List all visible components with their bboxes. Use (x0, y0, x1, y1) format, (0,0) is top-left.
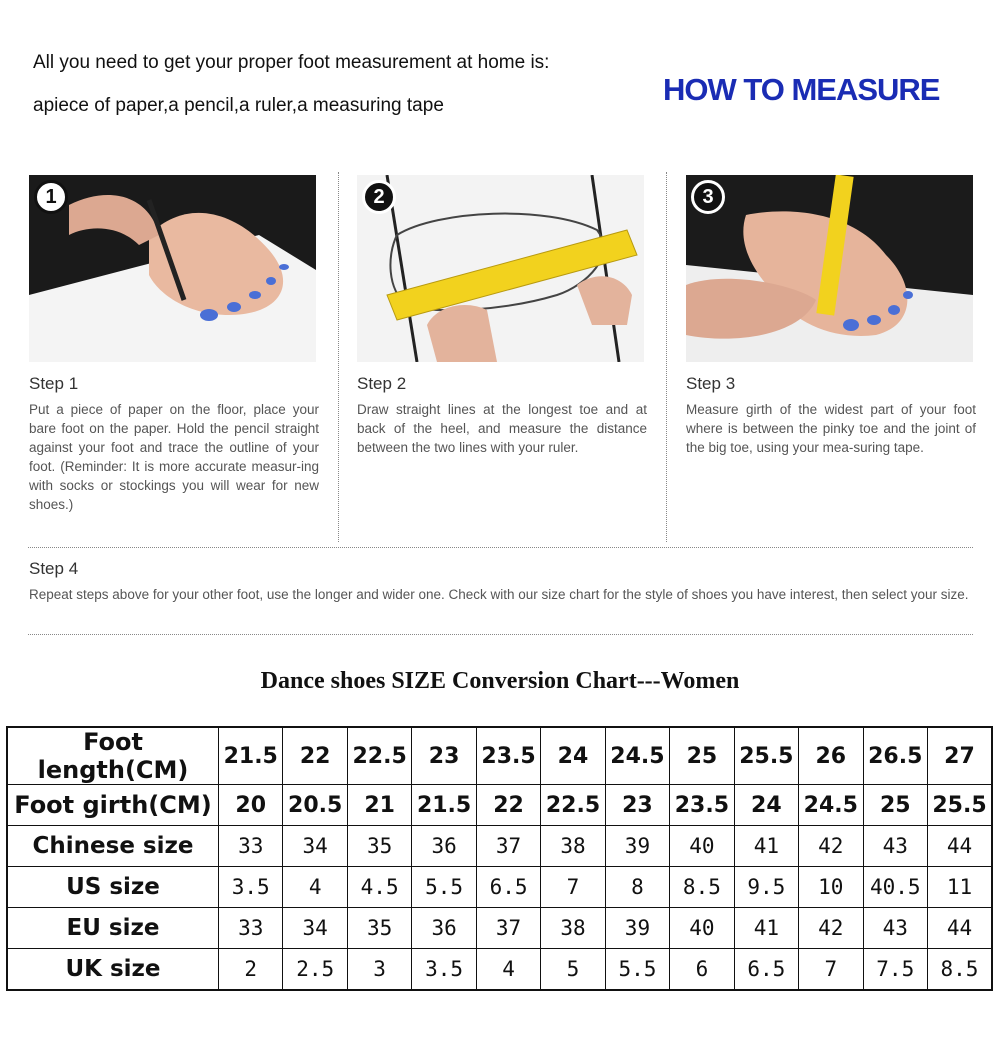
table-cell: 42 (799, 826, 863, 867)
table-cell: 43 (863, 908, 927, 949)
table-cell: 22 (283, 727, 347, 785)
table-cell: 11 (927, 867, 992, 908)
step-3-title: Step 3 (686, 374, 736, 393)
table-cell: 4 (283, 867, 347, 908)
table-cell: 22.5 (347, 727, 411, 785)
table-cell: 36 (412, 908, 476, 949)
table-cell: 4 (476, 949, 540, 991)
table-cell: 40 (670, 908, 734, 949)
table-cell: 7 (541, 867, 605, 908)
table-cell: 25.5 (927, 785, 992, 826)
table-row (7, 785, 992, 826)
row-header: EU size (7, 908, 219, 949)
row-header: UK size (7, 949, 219, 991)
table-cell: 34 (283, 908, 347, 949)
table-cell: 26.5 (863, 727, 927, 785)
step-2-number-badge: 2 (362, 180, 396, 214)
table-cell: 24.5 (799, 785, 863, 826)
table-cell: 21 (347, 785, 411, 826)
table-row (7, 727, 992, 785)
table-row (7, 949, 992, 991)
table-cell: 33 (219, 826, 283, 867)
table-cell: 24 (541, 727, 605, 785)
step-2-text: Draw straight lines at the longest toe and at back of the heel, and measure the distance between the two lines with your ruler. (357, 402, 647, 455)
how-to-measure-heading: HOW TO MEASURE (663, 72, 940, 107)
table-cell: 2 (219, 949, 283, 991)
table-row (7, 867, 992, 908)
table-cell: 38 (541, 908, 605, 949)
table-cell: 44 (927, 908, 992, 949)
step-1-title: Step 1 (29, 374, 79, 393)
table-cell: 8.5 (670, 867, 734, 908)
table-cell: 23.5 (476, 727, 540, 785)
table-cell: 23 (412, 727, 476, 785)
step-3-number-badge: 3 (691, 180, 725, 214)
table-cell: 6.5 (476, 867, 540, 908)
table-cell: 2.5 (283, 949, 347, 991)
section-divider (28, 547, 973, 548)
table-cell: 6.5 (734, 949, 798, 991)
table-cell: 8.5 (927, 949, 992, 991)
table-row (7, 908, 992, 949)
table-cell: 42 (799, 908, 863, 949)
table-cell: 44 (927, 826, 992, 867)
table-cell: 8 (605, 867, 669, 908)
section-divider (28, 634, 973, 635)
table-cell: 23.5 (670, 785, 734, 826)
table-cell: 27 (927, 727, 992, 785)
table-cell: 41 (734, 908, 798, 949)
table-cell: 39 (605, 908, 669, 949)
table-cell: 5.5 (412, 867, 476, 908)
table-cell: 36 (412, 826, 476, 867)
table-cell: 43 (863, 826, 927, 867)
step-2-photo (357, 175, 644, 362)
table-cell: 26 (799, 727, 863, 785)
size-conversion-table (6, 726, 993, 991)
table-cell: 5 (541, 949, 605, 991)
step-3-text: Measure girth of the widest part of your foot where is between the pinky toe and the joint of the big toe, using your mea-suring tape. (686, 402, 976, 455)
table-cell: 35 (347, 826, 411, 867)
step-1-number-badge: 1 (34, 180, 68, 214)
row-header: Foot girth(CM) (7, 785, 219, 826)
table-cell: 38 (541, 826, 605, 867)
table-cell: 34 (283, 826, 347, 867)
column-divider (666, 172, 667, 542)
step-2-title: Step 2 (357, 374, 407, 393)
intro-text-line-1: All you need to get your proper foot measurement at home is: (33, 52, 550, 73)
table-cell: 5.5 (605, 949, 669, 991)
table-cell: 4.5 (347, 867, 411, 908)
table-cell: 22.5 (541, 785, 605, 826)
table-cell: 10 (799, 867, 863, 908)
table-cell: 21.5 (412, 785, 476, 826)
table-cell: 39 (605, 826, 669, 867)
table-cell: 33 (219, 908, 283, 949)
table-cell: 20 (219, 785, 283, 826)
table-cell: 41 (734, 826, 798, 867)
table-cell: 24 (734, 785, 798, 826)
row-header: Foot length(CM) (7, 727, 219, 785)
table-cell: 22 (476, 785, 540, 826)
table-cell: 3.5 (219, 867, 283, 908)
intro-text-line-2: apiece of paper,a pencil,a ruler,a measuring tape (33, 95, 444, 116)
row-header: Chinese size (7, 826, 219, 867)
step-3-photo (686, 175, 973, 362)
table-cell: 24.5 (605, 727, 669, 785)
table-cell: 6 (670, 949, 734, 991)
table-cell: 21.5 (219, 727, 283, 785)
table-cell: 37 (476, 908, 540, 949)
table-cell: 25 (863, 785, 927, 826)
table-cell: 20.5 (283, 785, 347, 826)
step-4-title: Step 4 (29, 559, 79, 578)
table-cell: 25.5 (734, 727, 798, 785)
table-row (7, 826, 992, 867)
table-cell: 7 (799, 949, 863, 991)
table-cell: 3 (347, 949, 411, 991)
table-cell: 7.5 (863, 949, 927, 991)
table-cell: 35 (347, 908, 411, 949)
table-cell: 40.5 (863, 867, 927, 908)
table-cell: 3.5 (412, 949, 476, 991)
step-4-text: Repeat steps above for your other foot, use the longer and wider one. Check with our size chart for the style of shoes you have interest, then select your size. (29, 587, 969, 602)
table-cell: 25 (670, 727, 734, 785)
table-cell: 40 (670, 826, 734, 867)
table-cell: 37 (476, 826, 540, 867)
table-cell: 9.5 (734, 867, 798, 908)
size-chart-title: Dance shoes SIZE Conversion Chart---Women (260, 668, 740, 694)
row-header: US size (7, 867, 219, 908)
step-1-text: Put a piece of paper on the floor, place your bare foot on the paper. Hold the pencil straight against your foot and trace the outline of your foot. (Reminder: It is more accurate measur-ing with socks or stockings you will wear for new shoes.) (29, 402, 319, 512)
column-divider (338, 172, 339, 542)
table-cell: 23 (605, 785, 669, 826)
step-1-photo (29, 175, 316, 362)
